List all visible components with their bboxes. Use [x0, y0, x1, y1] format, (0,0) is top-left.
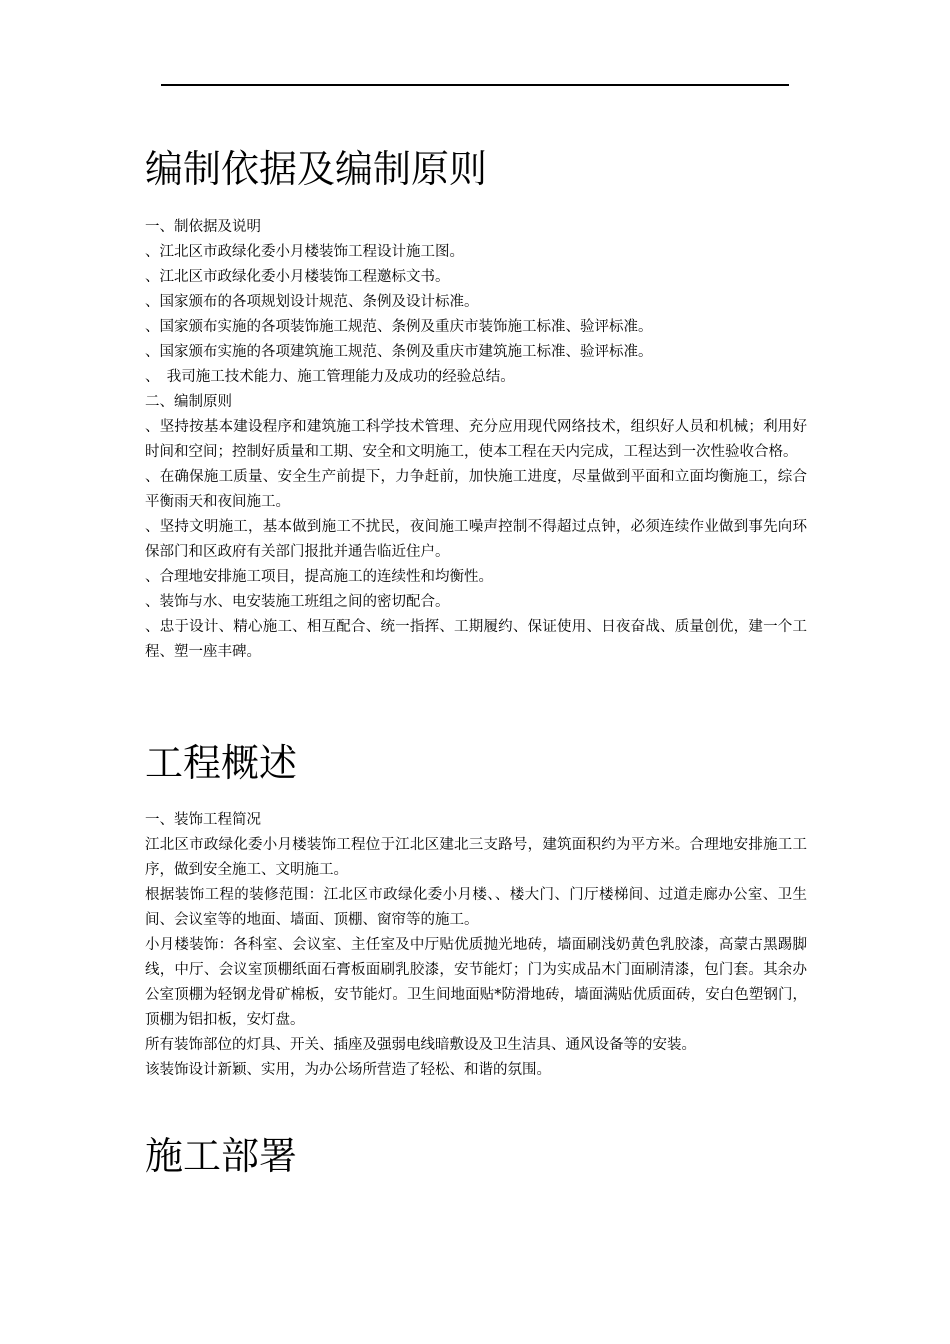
list-item: 、 我司施工技术能力、施工管理能力及成功的经验总结。 [145, 369, 515, 385]
list-item: 、坚持按基本建设程序和建筑施工科学技术管理、充分应用现代网络技术，组织好人员和机械；利用好时间和空间；控制好质量和工期、安全和文明施工，使本工程在天内完成，工程达到一次性验收合格。 [145, 419, 807, 460]
section-heading: 施工部署 [145, 1134, 298, 1178]
list-item: 、坚持文明施工，基本做到施工不扰民，夜间施工噪声控制不得超过点钟，必须连续作业做到事先向环保部门和区政府有关部门报批并通告临近住户。 [145, 519, 807, 560]
section-heading: 编制依据及编制原则 [145, 147, 488, 191]
list-item: 、合理地安排施工项目，提高施工的连续性和均衡性。 [145, 569, 493, 585]
list-item: 、国家颁布实施的各项建筑施工规范、条例及重庆市建筑施工标准、验评标准。 [145, 344, 653, 360]
paragraph: 小月楼装饰：各科室、会议室、主任室及中厅贴优质抛光地砖，墙面刷浅奶黄色乳胶漆，高蒙古黑踢脚线，中厅、会议室顶棚纸面石膏板面刷乳胶漆，安节能灯；门为实成品木门面刷清漆，包门套。其余办公室顶棚为轻钢龙骨矿棉板，安节能灯。卫生间地面贴*防滑地砖，墙面满贴优质面砖，安白色塑钢门，顶棚为铝扣板，安灯盘。 [145, 937, 807, 1028]
header-rule [161, 84, 789, 86]
list-item: 、江北区市政绿化委小月楼装饰工程邀标文书。 [145, 269, 450, 285]
subsection-title: 一、制依据及说明 [145, 219, 261, 235]
subsection-title: 一、装饰工程简况 [145, 812, 261, 828]
section-body [145, 215, 807, 665]
list-item: 、江北区市政绿化委小月楼装饰工程设计施工图。 [145, 244, 464, 260]
list-item: 、国家颁布实施的各项装饰施工规范、条例及重庆市装饰施工标准、验评标准。 [145, 319, 653, 335]
list-item: 、装饰与水、电安装施工班组之间的密切配合。 [145, 594, 450, 610]
paragraph: 江北区市政绿化委小月楼装饰工程位于江北区建北三支路号，建筑面积约为平方米。合理地安排施工工序，做到安全施工、文明施工。 [145, 837, 807, 878]
paragraph: 根据装饰工程的装修范围：江北区市政绿化委小月楼、、楼大门、门厅楼梯间、过道走廊办公室、卫生间、会议室等的地面、墙面、顶棚、窗帘等的施工。 [145, 887, 807, 928]
list-item: 、忠于设计、精心施工、相互配合、统一指挥、工期履约、保证使用、日夜奋战、质量创优，建一个工程、塑一座丰碑。 [145, 619, 807, 660]
list-item: 、在确保施工质量、安全生产前提下，力争赶前，加快施工进度，尽量做到平面和立面均衡施工，综合平衡雨天和夜间施工。 [145, 469, 807, 510]
section-body [145, 808, 807, 1083]
paragraph: 该装饰设计新颖、实用，为办公场所营造了轻松、和谐的氛围。 [145, 1062, 551, 1078]
list-item: 、国家颁布的各项规划设计规范、条例及设计标准。 [145, 294, 479, 310]
subsection-title: 二、编制原则 [145, 394, 232, 410]
section-heading: 工程概述 [145, 741, 298, 785]
paragraph: 所有装饰部位的灯具、开关、插座及强弱电线暗敷设及卫生洁具、通风设备等的安装。 [145, 1037, 696, 1053]
